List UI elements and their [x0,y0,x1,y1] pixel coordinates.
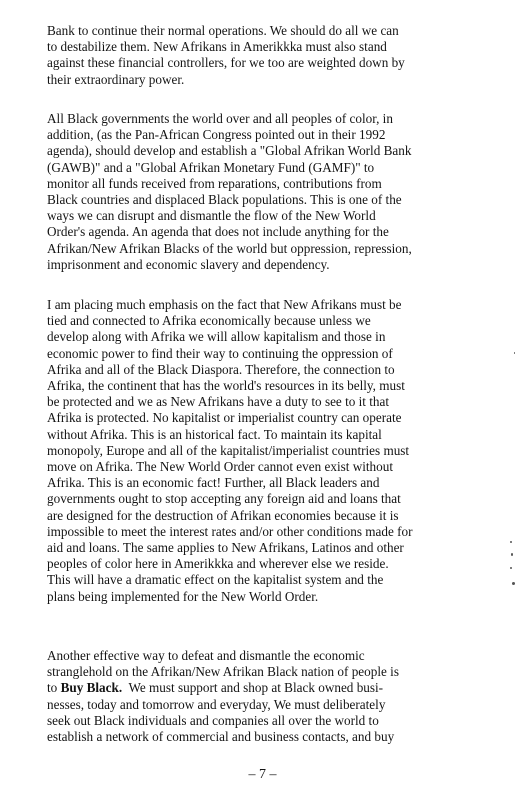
text-line: against these financial controllers, for we too are weighted down by [47,55,405,71]
text-line: be protected and we as New Afrikans have a duty to see to it that [47,394,390,410]
scan-speck [510,541,512,543]
text-line: monopoly, Europe and all of the kapitalist/imperialist countries must [47,442,410,458]
text-line: establish a network of commercial and business contacts, and buy [47,729,395,745]
paragraph-4 [47,648,467,745]
text-line: governments ought to stop accepting any foreign aid and loans that [47,491,401,507]
text-line: ways we can disrupt and dismantle the flow of the New World [47,208,376,224]
text-line: monitor all funds received from reparations, contributions from [47,175,382,191]
text-line: Afrika, the continent that has the world's resources in its belly, must [47,378,405,394]
text-segment: We must support and shop at Black owned busi- [122,680,384,696]
paragraph-1 [47,23,467,88]
text-line-with-emphasis [47,680,467,696]
text-line: stranglehold on the Afrikan/New Afrikan Black nation of people is [47,664,399,680]
text-line: to destabilize them. New Afrikans in Amerikkka must also stand [47,39,387,55]
text-line: Afrika. This is an economic fact! Further, all Black leaders and [47,475,380,491]
text-line: move on Afrika. The New World Order cannot even exist without [47,459,394,475]
text-line: Afrikan/New Afrikan Blacks of the world but oppression, repression, [47,240,412,256]
text-line: Bank to continue their normal operations. We should do all we can [47,23,399,38]
scan-speck [511,553,513,556]
text-line: Afrika and all of the Black Diaspora. Therefore, the connection to [47,361,395,377]
text-line: plans being implemented for the New World Order. [47,588,319,604]
scan-speck [510,567,512,569]
buy-black-emphasis: Buy Black. [60,680,123,696]
text-line: All Black governments the world over and all peoples of color, in [47,111,393,126]
paragraph-3 [47,297,467,605]
paragraph-2 [47,111,467,273]
text-line: without Afrika. This is an historical fact. To maintain its kapital [47,426,382,442]
text-line: seek out Black individuals and companies all over the world to [47,712,379,728]
text-line: develop along with Afrika we will allow kapitalism and those in [47,329,386,345]
text-line: Afrika is protected. No kapitalist or imperialist country can operate [47,410,402,426]
text-line: tied and connected to Afrika economically because unless we [47,313,371,329]
text-line: peoples of color here in Amerikkka and wherever else we reside. [47,556,389,572]
text-line: agenda), should develop and establish a "Global Afrikan World Bank [47,143,412,159]
scan-speck [512,582,515,585]
page-number: – 7 – [248,767,277,782]
text-line: (GAWB)" and a "Global Afrikan Monetary Fund (GAMF)" to [47,159,375,175]
text-line: I am placing much emphasis on the fact that New Afrikans must be [47,297,402,312]
text-line: Order's agenda. An agenda that does not include anything for the [47,224,389,240]
text-line: are designed for the destruction of Afrikan economies because it is [47,507,399,523]
text-line: imprisonment and economic slavery and dependency. [47,256,330,272]
text-line: This will have a dramatic effect on the kapitalist system and the [47,572,384,588]
text-segment: to [47,680,61,696]
text-line: economic power to find their way to continuing the oppression of [47,345,393,361]
text-line: Black countries and displaced Black populations. This is one of the [47,192,402,208]
text-line: addition, (as the Pan-African Congress pointed out in their 1992 [47,127,386,143]
text-line: nesses, today and tomorrow and everyday, We must deliberately [47,696,386,712]
text-line: Another effective way to defeat and dismantle the economic [47,648,365,663]
text-line: impossible to meet the interest rates and/or other conditions made for [47,523,413,539]
text-line: their extraordinary power. [47,71,185,87]
scan-speck [514,352,515,354]
text-line: aid and loans. The same applies to New Afrikans, Latinos and other [47,540,404,556]
